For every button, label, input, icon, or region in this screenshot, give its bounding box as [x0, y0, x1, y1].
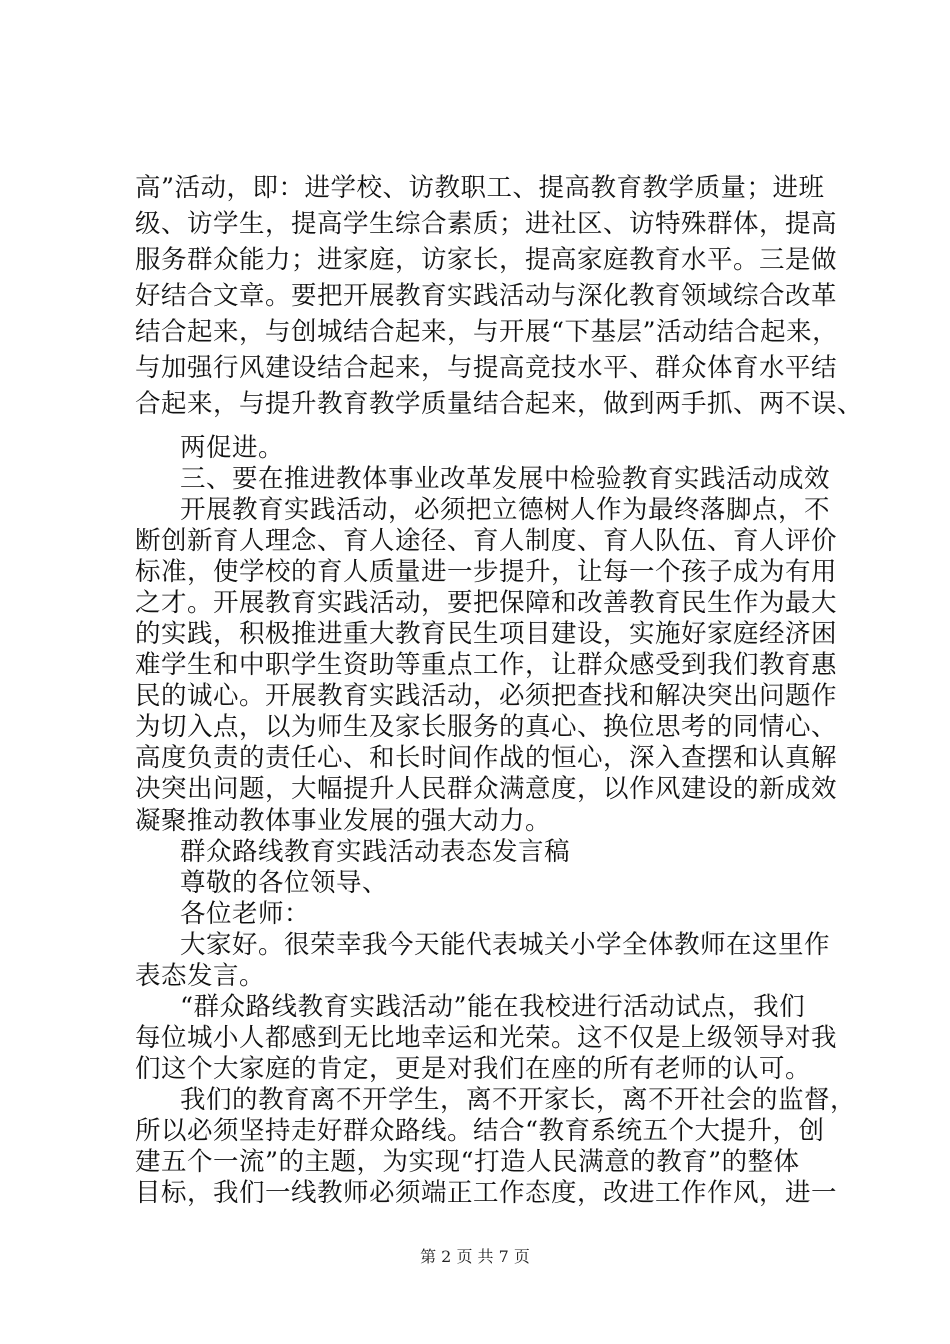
text-line: 建五个一流”的主题，为实现“打造人民满意的教育”的整体 [135, 1147, 800, 1177]
text-line: 级、访学生，提高学生综合素质；进社区、访特殊群体，提高 [135, 209, 838, 239]
text-line: 两促进。 [180, 433, 285, 463]
text-line: 服务群众能力；进家庭，访家长，提高家庭教育水平。三是做 [135, 245, 838, 275]
text-line: “群众路线教育实践活动”能在我校进行活动试点，我们 [180, 992, 806, 1022]
text-line: 决突出问题，大幅提升人民群众满意度，以作风建设的新成效 [135, 774, 838, 804]
text-line: 之才。开展教育实践活动，要把保障和改善教育民生作为最大 [135, 588, 838, 618]
text-line: 表态发言。 [135, 961, 266, 991]
text-line: 们这个大家庭的肯定，更是对我们在座的所有老师的认可。 [135, 1054, 812, 1084]
speech-title: 群众路线教育实践活动表态发言稿 [180, 837, 571, 867]
text-line: 我们的教育离不开学生，离不开家长，离不开社会的监督， [180, 1085, 857, 1115]
salutation-line: 各位老师： [180, 899, 311, 929]
text-line: 高”活动，即：进学校、访教职工、提高教育教学质量；进班 [135, 173, 825, 203]
text-line: 的实践，积极推进重大教育民生项目建设，实施好家庭经济困 [135, 619, 838, 649]
text-line: 所以必须坚持走好群众路线。结合“教育系统五个大提升，创 [135, 1116, 825, 1146]
text-line: 断创新育人理念、育人途径、育人制度、育人队伍、育人评价 [135, 526, 838, 556]
section-heading: 三、要在推进教体事业改革发展中检验教育实践活动成效 [180, 464, 831, 494]
text-line: 大家好。很荣幸我今天能代表城关小学全体教师在这里作 [180, 930, 831, 960]
text-line: 目标，我们一线教师必须端正工作态度，改进工作作风，进一 [135, 1178, 838, 1208]
text-line: 难学生和中职学生资助等重点工作，让群众感受到我们教育惠 [135, 650, 838, 680]
text-line: 与加强行风建设结合起来，与提高竞技水平、群众体育水平结 [135, 353, 838, 383]
text-line: 结合起来，与创城结合起来，与开展“下基层”活动结合起来， [135, 317, 839, 347]
text-line: 每位城小人都感到无比地幸运和光荣。这不仅是上级领导对我 [135, 1023, 838, 1053]
text-line: 为切入点，以为师生及家长服务的真心、换位思考的同情心、 [135, 712, 838, 742]
text-line: 标准，使学校的育人质量进一步提升，让每一个孩子成为有用 [135, 557, 838, 587]
text-line: 民的诚心。开展教育实践活动，必须把查找和解决突出问题作 [135, 681, 838, 711]
text-line: 开展教育实践活动，必须把立德树人作为最终落脚点，不 [180, 495, 831, 525]
page-number-footer: 第 2 页 共 7 页 [420, 1247, 530, 1266]
text-line: 凝聚推动教体事业发展的强大动力。 [135, 806, 552, 836]
salutation-line: 尊敬的各位领导、 [180, 868, 389, 898]
text-line: 合起来，与提升教育教学质量结合起来，做到两手抓、两不误、 [135, 389, 864, 419]
text-line: 高度负责的责任心、和长时间作战的恒心，深入查摆和认真解 [135, 743, 838, 773]
text-line: 好结合文章。要把开展教育实践活动与深化教育领域综合改革 [135, 281, 838, 311]
